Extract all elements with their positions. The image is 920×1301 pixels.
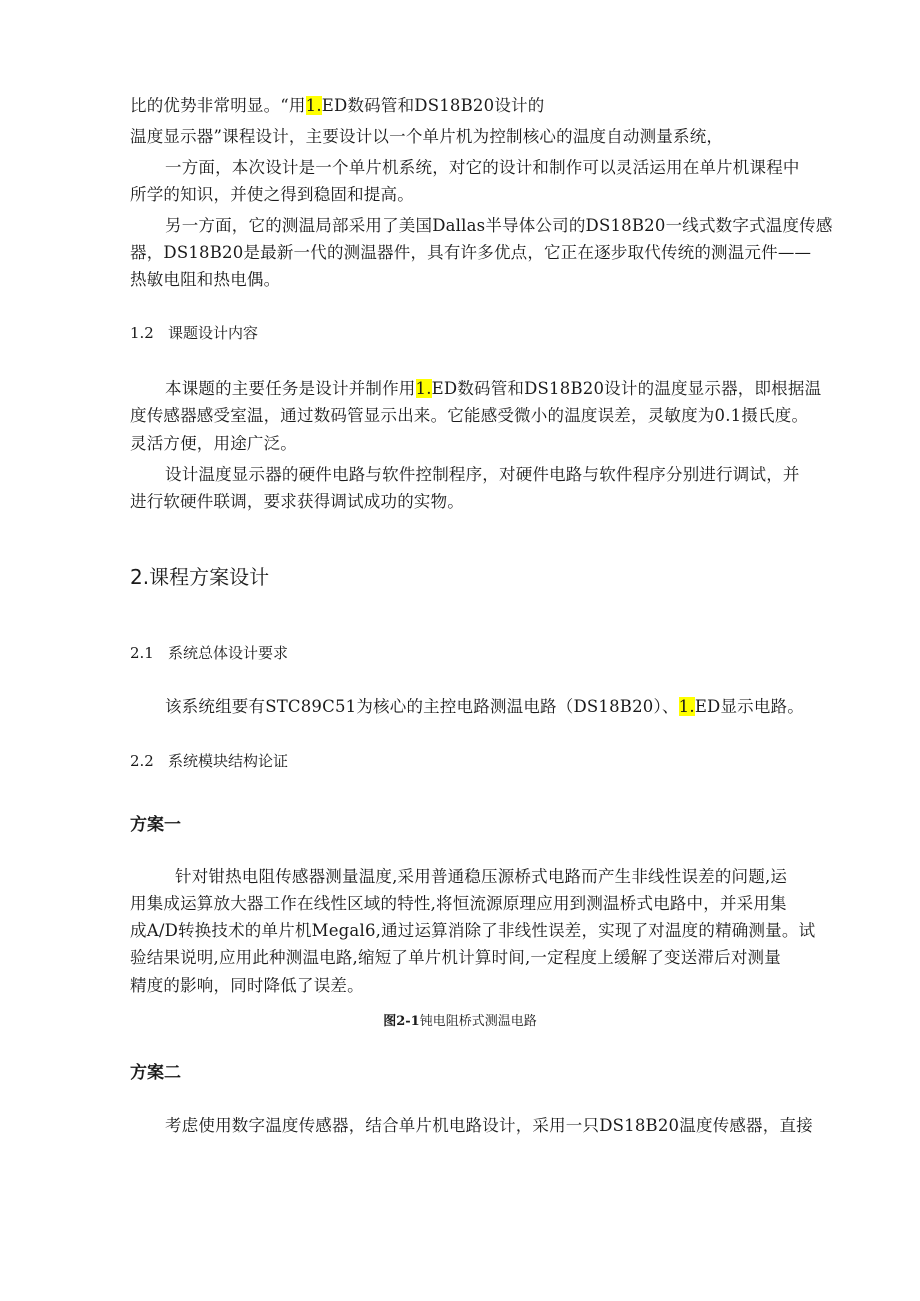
chapter-heading: 2.课程方案设计 [130, 565, 270, 589]
text-run: ED显示电路。 [694, 697, 804, 716]
section-number: 2.2 [130, 752, 154, 770]
section-heading-2-1 [130, 642, 288, 664]
section-title: 系统模块结构论证 [168, 752, 289, 770]
paragraph-line [165, 696, 804, 718]
highlighted-text: 1. [305, 96, 322, 115]
paragraph-line: 精度的影响，同时降低了误差。 [130, 976, 364, 995]
text-run: ED数码管和DS18B20设计的温度显示器，即根据温 [431, 379, 822, 398]
paragraph-line: 验结果说明,应用此种测温电路,缩短了单片机计算时间,一定程度上缓解了变送滞后对测量 [130, 948, 781, 967]
paragraph-line: 进行软硬件联调，要求获得调试成功的实物。 [130, 492, 464, 511]
paragraph-line: 另一方面，它的测温局部采用了美国Dallas半导体公司的DS18B20一线式数字式温度传感 [165, 216, 833, 235]
paragraph-line: 温度显示器”课程设计，主要设计以一个单片机为控制核心的温度自动测量系统， [130, 127, 724, 146]
highlighted-text: 1. [678, 697, 695, 716]
paragraph-line: 成A/D转换技术的单片机Megal6,通过运算消除了非线性误差，实现了对温度的精确测量。试 [130, 921, 816, 940]
paragraph-line [130, 95, 544, 117]
text-run: 该系统组要有STC89C51为核心的主控电路测温电路（DS18B20）、 [165, 697, 679, 716]
highlighted-text: 1. [415, 379, 432, 398]
paragraph-line: 度传感器感受室温，通过数码管显示出来。它能感受微小的温度误差，灵敏度为0.1摄氏度。 [130, 406, 809, 425]
text-run: 本课题的主要任务是设计并制作用 [165, 379, 416, 398]
paragraph-line: 热敏电阻和热电偶。 [130, 270, 281, 289]
section-heading-1-2 [130, 322, 258, 344]
scheme-2-heading: 方案二 [130, 1063, 181, 1083]
text-run: ED数码管和DS18B20设计的 [321, 96, 545, 115]
figure-caption [0, 1012, 920, 1032]
paragraph-line: 一方面，本次设计是一个单片机系统，对它的设计和制作可以灵活运用在单片机课程中 [165, 158, 800, 177]
paragraph-line: 用集成运算放大器工作在线性区域的特性,将恒流源原理应用到测温桥式电路中，并采用集 [130, 894, 787, 913]
paragraph-line: 灵活方便，用途广泛。 [130, 434, 297, 453]
paragraph-line: 所学的知识，并使之得到稳固和提高。 [130, 185, 414, 204]
section-number: 2.1 [130, 644, 154, 662]
text-run: 比的优势非常明显。“用 [130, 96, 306, 115]
section-title: 课题设计内容 [168, 324, 259, 342]
paragraph-line: 器，DS18B20是最新一代的测温器件，具有许多优点，它正在逐步取代传统的测温元件—— [130, 243, 812, 262]
figure-title: 钝电阻桥式测温电路 [419, 1014, 537, 1029]
paragraph-line: 考虑使用数字温度传感器，结合单片机电路设计，采用一只DS18B20温度传感器，直接 [165, 1116, 813, 1135]
paragraph-line: 针对钳热电阻传感器测量温度,采用普通稳压源桥式电路而产生非线性误差的问题,运 [175, 867, 788, 886]
paragraph-line: 设计温度显示器的硬件电路与软件控制程序，对硬件电路与软件程序分别进行调试，并 [165, 465, 800, 484]
section-number: 1.2 [130, 324, 154, 342]
figure-label: 图2-1 [383, 1014, 420, 1029]
section-title: 系统总体设计要求 [168, 644, 289, 662]
section-heading-2-2 [130, 750, 288, 772]
scheme-1-heading: 方案一 [130, 815, 181, 835]
paragraph-line [165, 378, 821, 400]
